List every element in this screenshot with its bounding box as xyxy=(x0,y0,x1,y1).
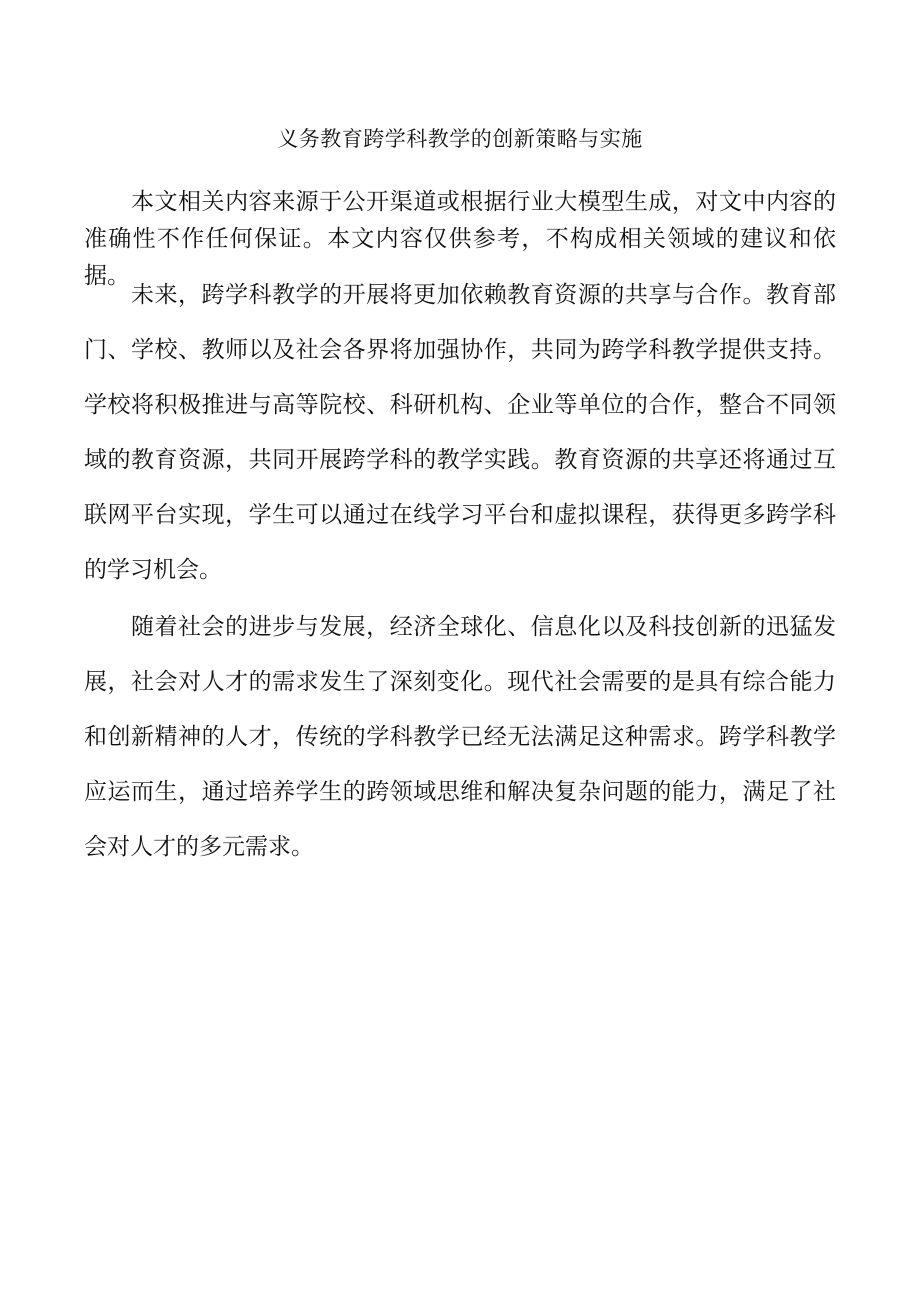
body-paragraph-society: 随着社会的进步与发展，经济全球化、信息化以及科技创新的迅猛发展，社会对人才的需求发生了深刻变化。现代社会需要的是具有综合能力和创新精神的人才，传统的学科教学已经无法满足这种需求。跨学科教学应运而生，通过培养学生的跨领域思维和解决复杂问题的能力，满足了社会对人才的多元需求。 xyxy=(84,614,836,860)
document-title: 义务教育跨学科教学的创新策略与实施 xyxy=(277,127,643,151)
body-paragraph-future: 未来，跨学科教学的开展将更加依赖教育资源的共享与合作。教育部门、学校、教师以及社会各界将加强协作，共同为跨学科教学提供支持。学校将积极推进与高等院校、科研机构、企业等单位的合作，整合不同领域的教育资源，共同开展跨学科的教学实践。教育资源的共享还将通过互联网平台实现，学生可以通过在线学习平台和虚拟课程，获得更多跨学科的学习机会。 xyxy=(84,282,836,583)
disclaimer-paragraph: 本文相关内容来源于公开渠道或根据行业大模型生成，对文中内容的准确性不作任何保证。本文内容仅供参考，不构成相关领域的建议和依据。 xyxy=(84,189,836,289)
